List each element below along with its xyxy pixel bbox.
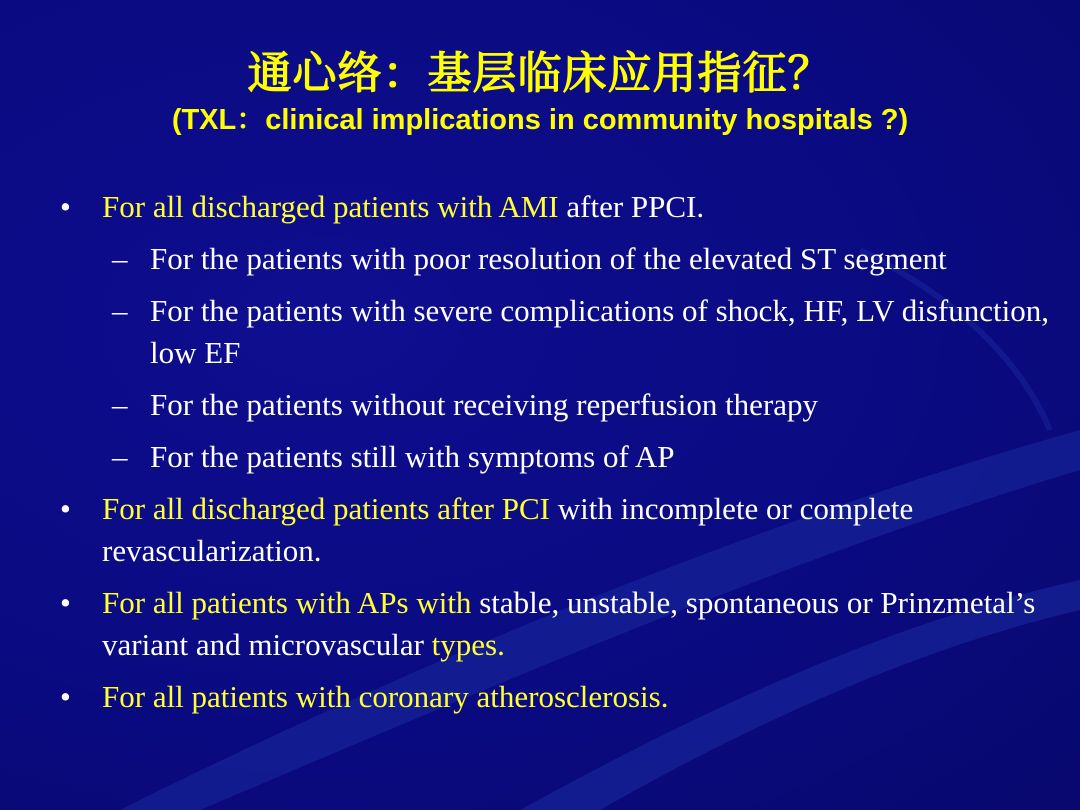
bullet-item-2 xyxy=(60,488,1050,572)
slide-title-chinese: 通心络：基层临床应用指征？ xyxy=(247,48,833,99)
dash-icon: – xyxy=(112,293,128,328)
bullet-icon: • xyxy=(60,189,71,224)
sub-item-4-text: For the patients still with symptoms of AP xyxy=(150,439,675,474)
slide-title-english: (TXL：clinical implications in community hospitals ?) xyxy=(171,104,909,136)
sub-item-2 xyxy=(60,290,1050,374)
bullet-item-3 xyxy=(60,582,1050,666)
sub-item-1-text: For the patients with poor resolution of the elevated ST segment xyxy=(150,241,947,276)
bullet-icon: • xyxy=(60,585,71,620)
bullet-item-4 xyxy=(60,676,1050,718)
bullet-item-3-text: stable, unstable, spontaneous or Prinzmetal’s variant and microvascular xyxy=(102,585,1036,662)
bullet-item-2-highlight: For all discharged patients after PCI xyxy=(102,491,550,526)
bullet-item-1-text: after PPCI. xyxy=(558,189,705,224)
bullet-icon: • xyxy=(60,679,71,714)
bullet-list xyxy=(60,186,1050,728)
title-block xyxy=(0,46,1080,138)
dash-icon: – xyxy=(112,387,128,422)
sub-item-4 xyxy=(60,436,1050,478)
sub-item-1 xyxy=(60,238,1050,280)
sub-item-3-text: For the patients without receiving reperfusion therapy xyxy=(150,387,819,422)
bullet-item-1-highlight: For all discharged patients with AMI xyxy=(102,189,559,224)
bullet-item-3-highlight-tail: types. xyxy=(431,627,505,662)
dash-icon: – xyxy=(112,439,128,474)
bullet-item-3-highlight: For all patients with APs with xyxy=(102,585,472,620)
sub-item-2-text: For the patients with severe complications of shock, HF, LV disfunction, low EF xyxy=(150,293,1049,370)
bullet-icon: • xyxy=(60,491,71,526)
sub-item-3 xyxy=(60,384,1050,426)
bullet-item-2-text: with incomplete or complete revascularization. xyxy=(102,491,914,568)
bullet-item-4-highlight: For all patients with coronary atherosclerosis. xyxy=(102,679,669,714)
dash-icon: – xyxy=(112,241,128,276)
bullet-item-1 xyxy=(60,186,1050,228)
